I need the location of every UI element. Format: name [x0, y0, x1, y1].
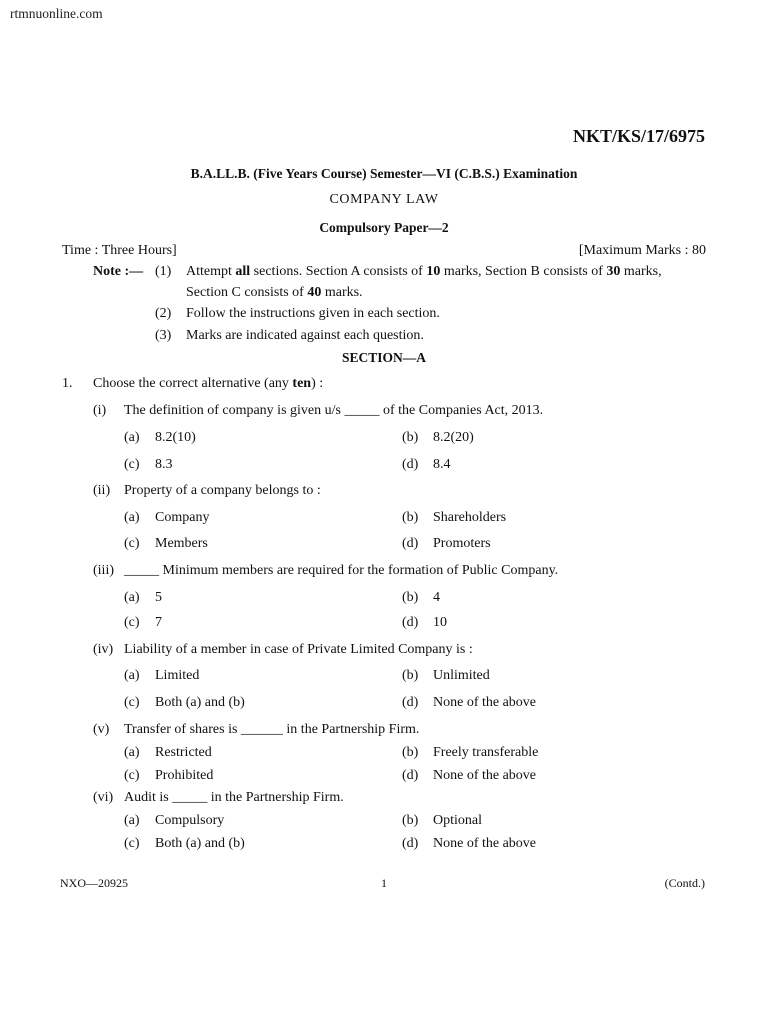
option-text: Shareholders	[433, 510, 507, 525]
paper-code: NKT/KS/17/6975	[572, 126, 705, 146]
option-text: 8.3	[155, 457, 173, 472]
option-text: Freely transferable	[433, 745, 539, 760]
option-label: (c)	[124, 615, 140, 630]
option-label: (d)	[402, 768, 419, 783]
option-text: 4	[433, 590, 440, 605]
option-label: (b)	[402, 668, 419, 683]
subquestion-text: Property of a company belongs to :	[124, 483, 321, 498]
note-text: Section C consists of 40 marks.	[186, 285, 363, 300]
note-text: Attempt all sections. Section A consists of 10 marks, Section B consists of 30 marks,	[186, 264, 662, 279]
subquestion-number: (ii)	[93, 483, 111, 498]
note-text: Marks are indicated against each question.	[186, 328, 424, 343]
option-text: 8.2(20)	[433, 430, 474, 445]
subquestion-number: (v)	[93, 722, 110, 737]
note-label: Note :—	[93, 264, 144, 279]
option-label: (c)	[124, 768, 140, 783]
note-number: (3)	[155, 328, 172, 343]
option-text: Unlimited	[433, 668, 490, 683]
option-text: 8.2(10)	[155, 430, 196, 445]
option-label: (a)	[124, 590, 140, 605]
subquestion-text: _____ Minimum members are required for the formation of Public Company.	[124, 563, 559, 578]
option-label: (d)	[402, 695, 419, 710]
section-heading: SECTION—A	[341, 350, 427, 365]
note-number: (1)	[155, 264, 172, 279]
option-text: 10	[433, 615, 447, 630]
option-text: Compulsory	[155, 813, 225, 828]
option-text: Both (a) and (b)	[155, 836, 245, 851]
option-text: Limited	[155, 668, 200, 683]
option-label: (a)	[124, 510, 140, 525]
question-text: Choose the correct alternative (any ten) :	[93, 376, 324, 391]
option-label: (a)	[124, 745, 140, 760]
subject-title: COMPANY LAW	[329, 192, 439, 207]
question-number: 1.	[62, 376, 73, 391]
option-text: None of the above	[433, 768, 537, 783]
website-url[interactable]: rtmnuonline.com	[10, 6, 103, 21]
paper-title: Compulsory Paper—2	[319, 220, 449, 235]
option-text: Restricted	[155, 745, 212, 760]
option-label: (c)	[124, 536, 140, 551]
option-label: (a)	[124, 813, 140, 828]
option-label: (b)	[402, 430, 419, 445]
option-text: 5	[155, 590, 162, 605]
option-label: (b)	[402, 510, 419, 525]
subquestion-text: Transfer of shares is ______ in the Partnership Firm.	[124, 722, 420, 737]
option-text: Optional	[433, 813, 482, 828]
subquestion-number: (iii)	[93, 563, 114, 578]
subquestion-number: (iv)	[93, 642, 114, 657]
option-text: 7	[155, 615, 162, 630]
option-text: None of the above	[433, 695, 537, 710]
option-label: (d)	[402, 615, 419, 630]
footer-contd: (Contd.)	[664, 876, 705, 890]
subquestion-text: Liability of a member in case of Private Limited Company is :	[124, 642, 473, 657]
maximum-marks: [Maximum Marks : 80	[578, 243, 706, 258]
option-label: (b)	[402, 813, 419, 828]
option-label: (a)	[124, 668, 140, 683]
option-text: 8.4	[433, 457, 451, 472]
option-label: (d)	[402, 457, 419, 472]
option-text: Promoters	[433, 536, 491, 551]
option-label: (a)	[124, 430, 140, 445]
subquestion-number: (i)	[93, 403, 107, 418]
option-text: Company	[155, 510, 210, 525]
option-text: Prohibited	[155, 768, 214, 783]
exam-title: B.A.LL.B. (Five Years Course) Semester—VI (C.B.S.) Examination	[190, 166, 578, 181]
option-text: None of the above	[433, 836, 537, 851]
option-text: Members	[155, 536, 208, 551]
option-label: (b)	[402, 590, 419, 605]
option-label: (c)	[124, 836, 140, 851]
option-label: (d)	[402, 836, 419, 851]
note-number: (2)	[155, 306, 172, 321]
subquestion-text: Audit is _____ in the Partnership Firm.	[124, 790, 344, 805]
option-text: Both (a) and (b)	[155, 695, 245, 710]
subquestion-text: The definition of company is given u/s _____ of the Companies Act, 2013.	[124, 403, 544, 418]
subquestion-number: (vi)	[93, 790, 114, 805]
option-label: (b)	[402, 745, 419, 760]
footer-code: NXO—20925	[60, 876, 128, 890]
note-text: Follow the instructions given in each section.	[186, 306, 440, 321]
option-label: (c)	[124, 457, 140, 472]
time-allowed: Time : Three Hours]	[62, 243, 177, 258]
option-label: (d)	[402, 536, 419, 551]
page-number: 1	[381, 876, 387, 890]
option-label: (c)	[124, 695, 140, 710]
